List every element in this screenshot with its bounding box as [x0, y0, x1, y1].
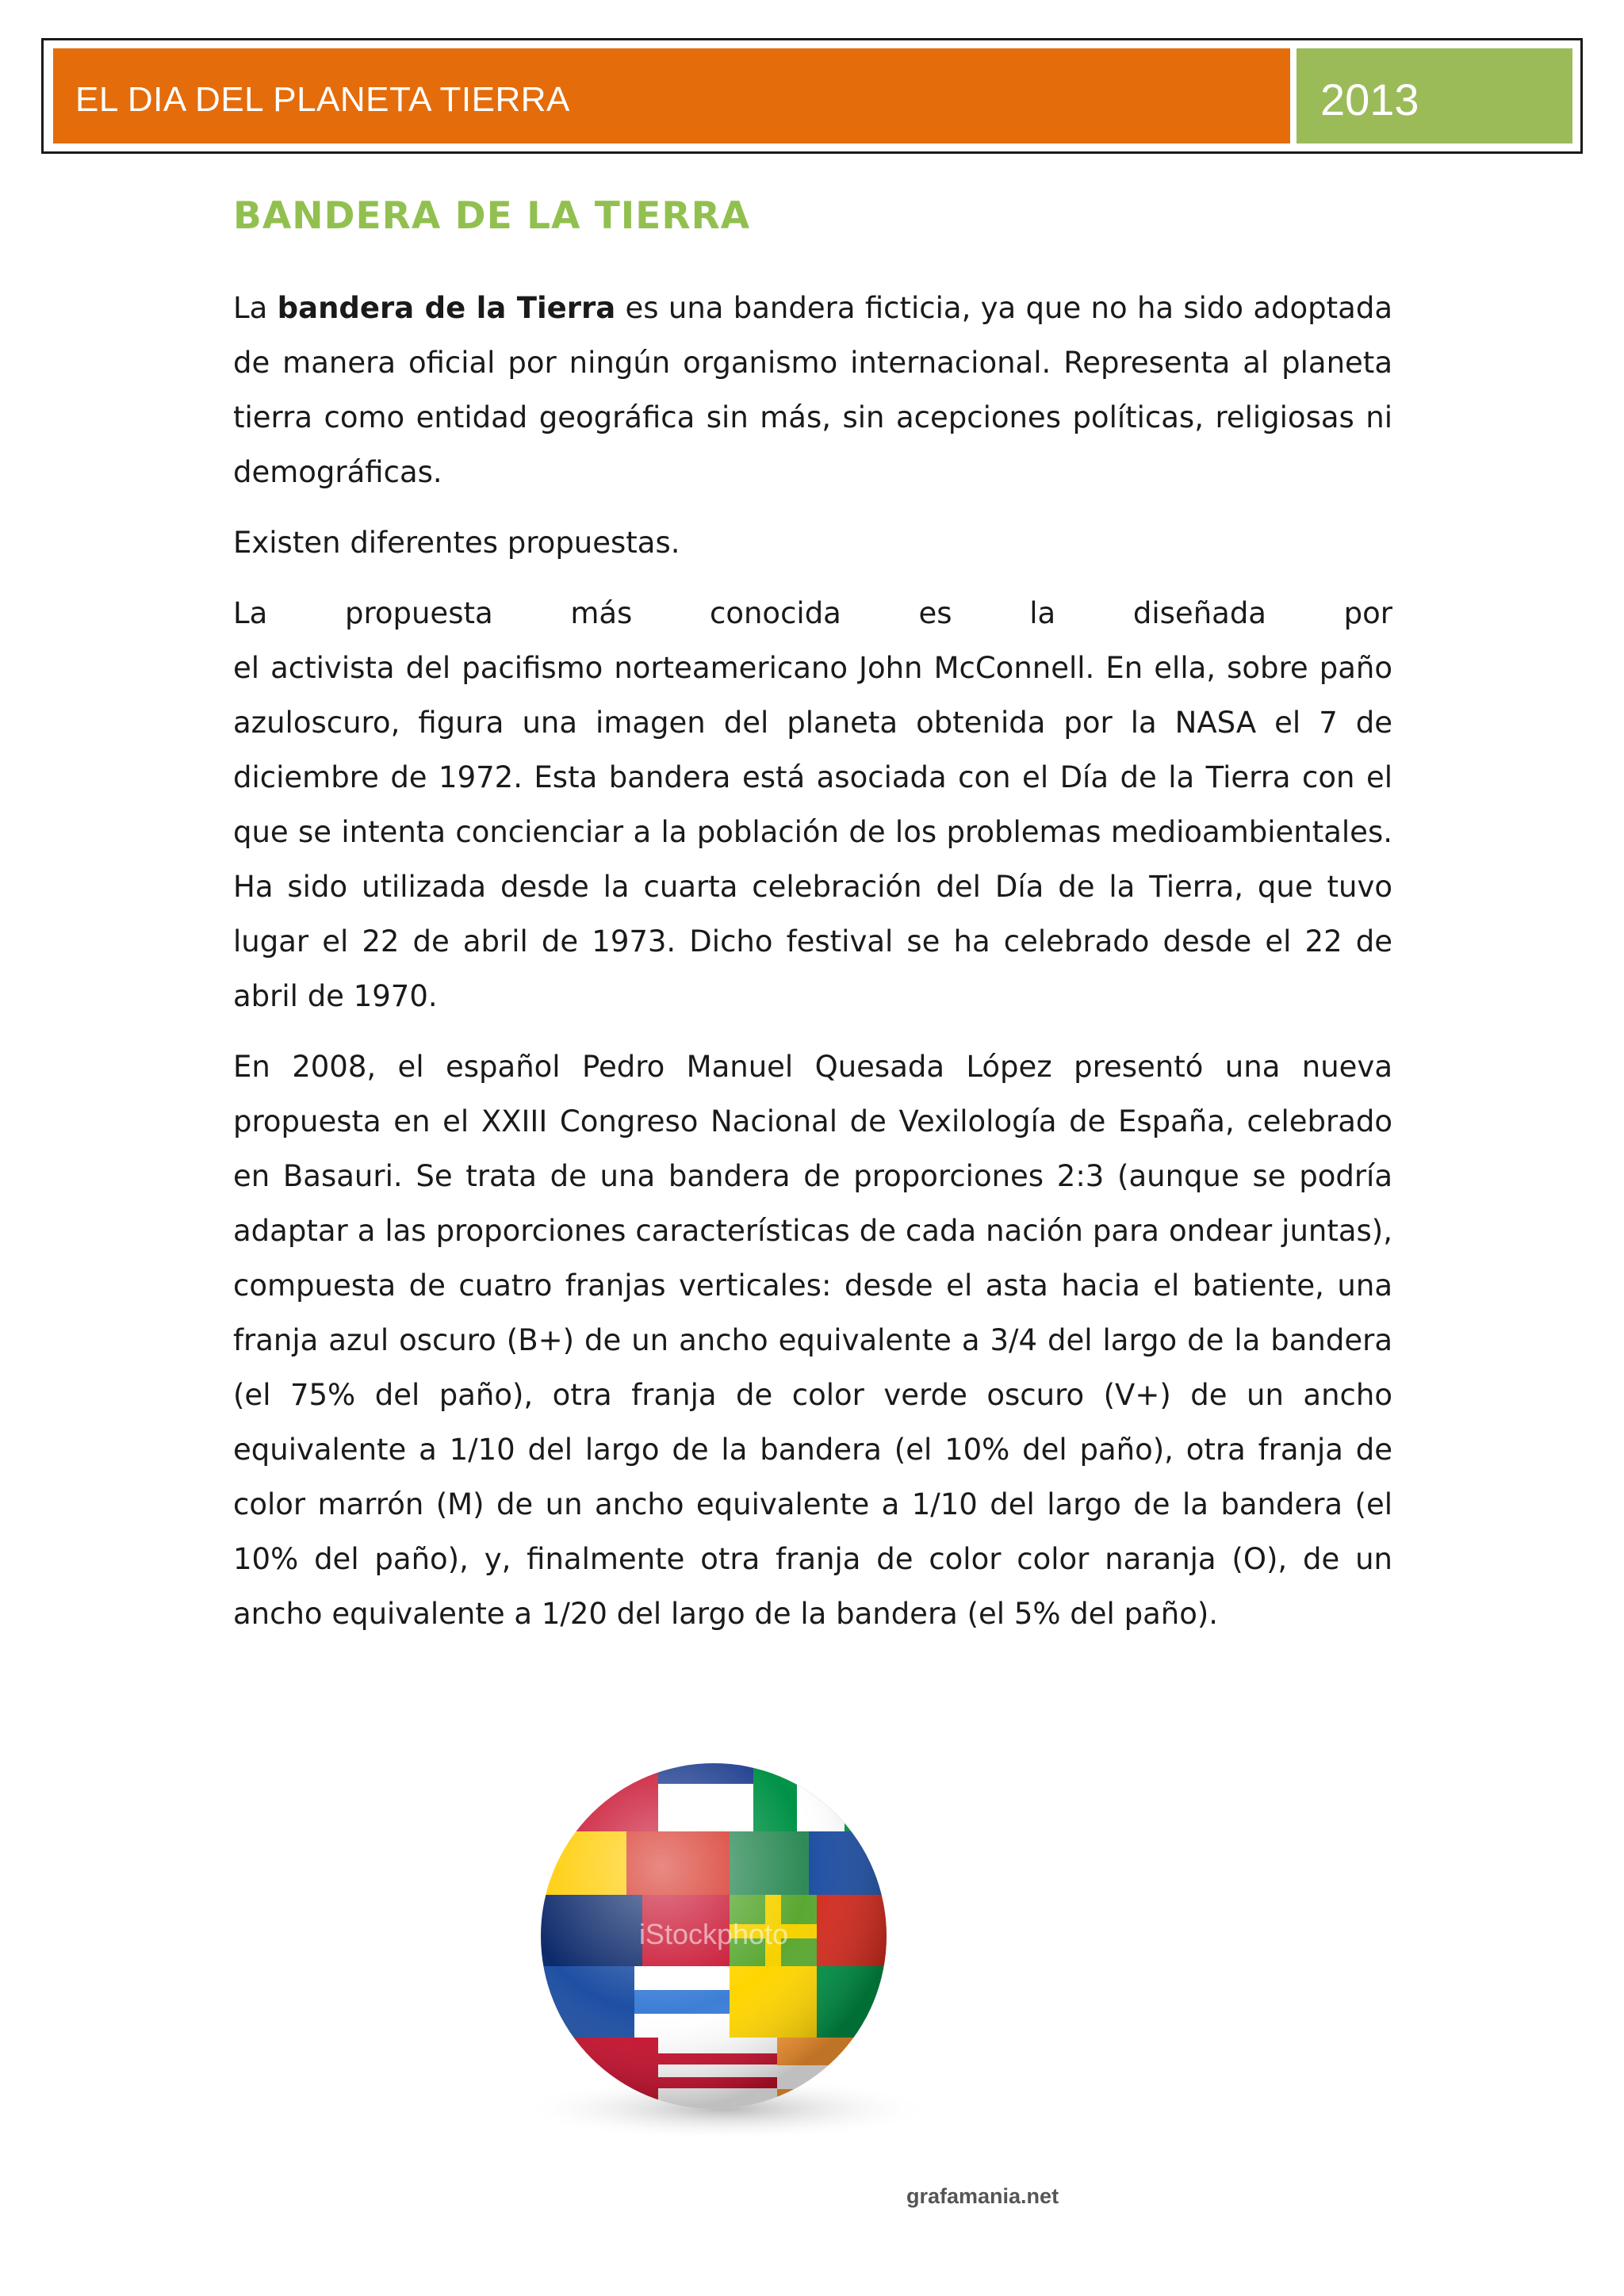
paragraph-2: Existen diferentes propuestas.	[233, 526, 680, 560]
paragraph-1	[233, 281, 1392, 499]
paragraph-4: En 2008, el español Pedro Manuel Quesada López presentó una nueva propuesta en el XXIII Congreso Nacional de Vexilología de España, celebrado en Basauri. Se trata de una bandera de proporciones 2:3 (aunque se podría adaptar a las proporciones características de cada nación para ondear juntas), compuesta de cuatro franjas verticales: desde el asta hacia el batiente, una franja azul oscuro (B+) de un ancho equivalente a 3/4 del largo de la bandera (el 75% del paño), otra franja de color verde oscuro (V+) de un ancho equivalente a 1/10 del largo de la bandera (el 10% del paño), otra franja de color marrón (M) de un ancho equivalente a 1/10 del largo de la bandera (el 10% del paño), y, finalmente otra franja de color color naranja (O), de un ancho equivalente a 1/20 del largo de la bandera (el 5% del paño).	[233, 1050, 1392, 1631]
header-title-box	[52, 47, 1292, 145]
body-text	[233, 281, 1392, 1657]
page-header	[41, 38, 1583, 154]
image-credit: grafamania.net	[906, 2184, 1059, 2208]
paragraph-3: el activista del pacifismo norteamericano John McConnell. En ella, sobre paño azuloscuro, figura una imagen del planeta obtenida por la NASA el 7 de diciembre de 1972. Esta bandera está asociada con el Día de la Tierra con el que se intenta concienciar a la población de los problemas medioambientales. Ha sido utilizada desde la cuarta celebración del Día de la Tierra, que tuvo lugar el 22 de abril de 1973. Dicho festival se ha celebrado desde el 22 de abril de 1970.	[233, 651, 1392, 1013]
paragraph-1-rest: es una bandera ficticia, ya que no ha sido adoptada de manera oficial por ningún organismo internacional. Representa al planeta tierra como entidad geográfica sin más, sin acepciones políticas, religiosas ni demográficas.	[233, 291, 1392, 489]
section-title: BANDERA DE LA TIERRA	[233, 194, 751, 238]
header-year-box	[1295, 47, 1574, 145]
header-year: 2013	[1320, 75, 1419, 124]
flags-globe-icon	[341, 1736, 1086, 2228]
bold-term: bandera de la Tierra	[277, 291, 616, 325]
watermark-text: iStockphoto	[638, 1918, 789, 1950]
paragraph-1-start: La	[233, 291, 278, 325]
paragraph-3-line-1: La propuesta más conocida es la diseñada por	[233, 596, 1392, 630]
header-title: EL DIA DEL PLANETA TIERRA	[75, 80, 570, 119]
flags-globe-figure	[341, 1736, 1086, 2228]
